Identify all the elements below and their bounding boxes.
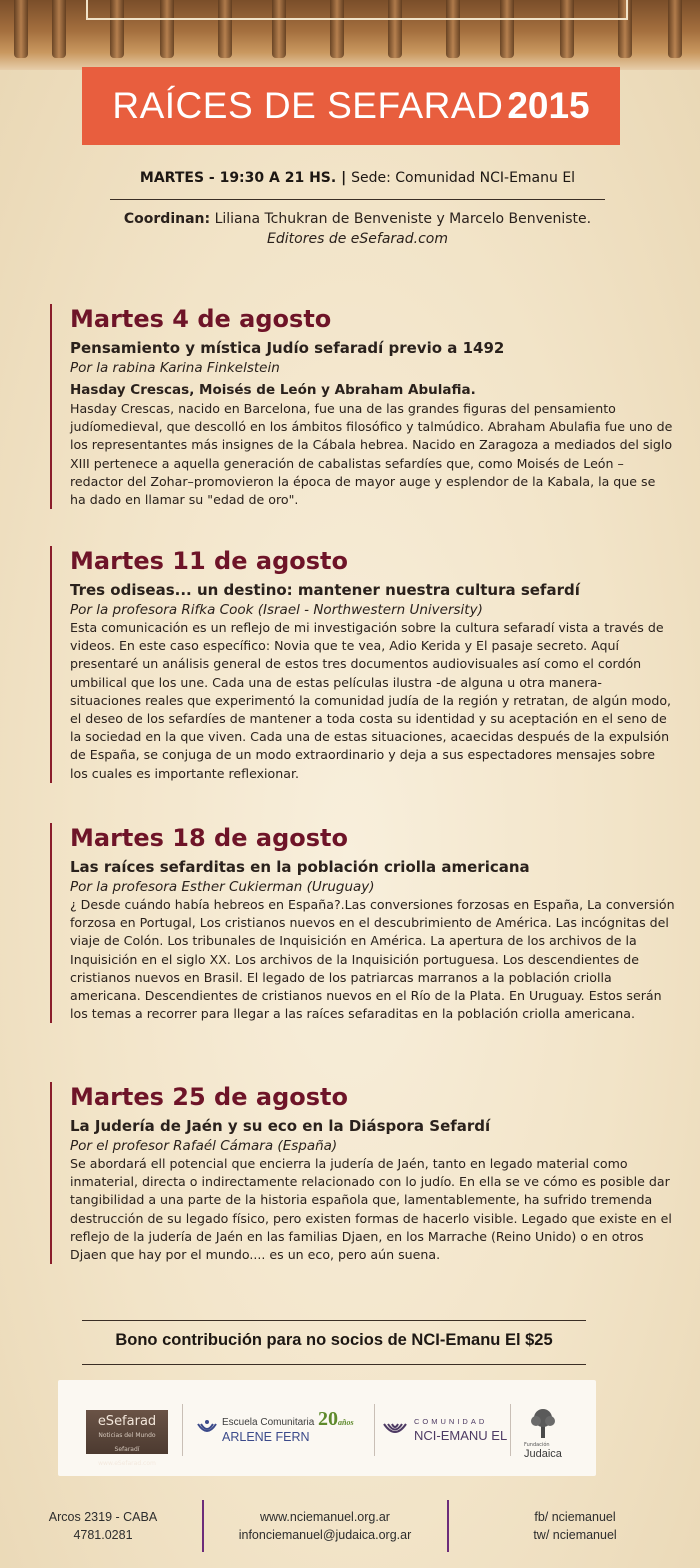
divider xyxy=(110,199,605,200)
divider xyxy=(82,1320,586,1321)
title-year: 2015 xyxy=(507,85,590,126)
escuela-line1: Escuela Comunitaria xyxy=(222,1417,315,1428)
session-description: Hasday Crescas, nacido en Barcelona, fue una de las grandes figuras del pensamiento judíomedieval, que descolló en los ámbitos filosófico y talmúdico. Abraham Abulafia fue uno de los representantes más insignes de la Cábala hebrea. Nacido en Zaragoza a mediados del siglo XIII pertenece a aquella generación de cabalistas sefardíes que, como Moisés de León –redactor del Zohar–promovieron la época de mayor auge y esplendor de la Kabala, la que se ha dado en llamar su "edad de oro". xyxy=(70,401,673,508)
esefarad-url: www.eSefarad.com xyxy=(98,1460,156,1467)
page-title xyxy=(82,67,620,145)
editors-line: Editores de eSefarad.com xyxy=(267,231,448,247)
nci-line2: NCI-EMANU EL xyxy=(414,1428,508,1443)
session-date: Martes 4 de agosto xyxy=(70,305,332,333)
session-speaker: Por la rabina Karina Finkelstein xyxy=(70,360,280,376)
schedule-text: MARTES - 19:30 A 21 HS. | xyxy=(139,170,347,186)
email-link[interactable]: infonciemanuel@judaica.org.ar xyxy=(238,1528,412,1542)
footer-social xyxy=(490,1508,660,1544)
divider xyxy=(510,1404,511,1456)
session-title: La Judería de Jaén y su eco en la Diáspora Sefardí xyxy=(70,1117,491,1135)
session-1 xyxy=(50,304,675,509)
divider xyxy=(182,1404,183,1456)
session-3 xyxy=(50,823,675,1023)
coordinators-block xyxy=(95,209,620,249)
website-link[interactable]: www.nciemanuel.org.ar xyxy=(260,1510,390,1524)
address-text: Arcos 2319 - CABA xyxy=(48,1510,158,1524)
escuela-emblem-icon xyxy=(196,1418,218,1440)
coordinators-names: Liliana Tchukran de Benveniste y Marcelo Benveniste. xyxy=(214,211,592,227)
nci-line1: COMUNIDAD xyxy=(414,1417,488,1426)
escuela-line2: ARLENE FERN xyxy=(222,1430,310,1444)
judaica-line2: Judaica xyxy=(524,1448,562,1460)
divider xyxy=(374,1404,375,1456)
session-4 xyxy=(50,1082,675,1264)
judaica-line1: Fundación xyxy=(524,1442,550,1448)
session-speaker: Por la profesora Esther Cukierman (Uruguay) xyxy=(70,879,375,895)
footer-address xyxy=(18,1508,188,1544)
schedule-line xyxy=(110,170,605,186)
twitter-link[interactable]: tw/ nciemanuel xyxy=(533,1528,617,1542)
tree-icon xyxy=(526,1406,560,1440)
esefarad-tagline: Noticias del Mundo Sefaradí xyxy=(98,1432,156,1453)
divider xyxy=(82,1364,586,1365)
coordinators-label: Coordinan: xyxy=(123,211,211,227)
session-subtitle: Hasday Crescas, Moisés de León y Abraham Abulafia. xyxy=(70,382,476,398)
session-description: Se abordará ell potencial que encierra la judería de Jaén, tanto en legado material como inmaterial, directa o indirectamente relacionado con lo judío. En ella se ve cómo es posible dar tangibilidad a una parte de la historia española que, lamentablemente, ha sufrido tremenda destrucción de su legado físico, pero existen formas de hacerlo visible. Legado que existe en el reflejo de la judería de Jaén en las familias Djaen, en los Marrache (Reino Unido) o en otros Djaen que hay por el mundo.... es un eco, pero aún suena. xyxy=(70,1156,672,1263)
session-description: Esta comunicación es un reflejo de mi investigación sobre la cultura sefaradí vista a través de videos. En este caso específico: Novia que te vea, Adio Kerida y El pasaje secreto. Aquí presentaré un análisis general de estos tres documentos audiovisuales así como el cordón umbilical que los une. Cada una de estas películas ilustra -de alguna u otra manera- situaciones reales que experimentó la comunidad judía de la región y retratan, de algún modo, el deseo de los sefardíes de mantener a toda costa su identidad y su aceptación en el seno de la sociedad en la que viven. Cada una de estas situaciones, acaecidas después de la expulsión de España, se conjuga de un modo extraordinario y deja a sus espectadores mensajes sobre los cuales es importante reflexionar. xyxy=(70,620,672,781)
divider xyxy=(202,1500,204,1552)
session-title: Tres odiseas... un destino: mantener nuestra cultura sefardí xyxy=(70,581,580,599)
nci-emanu-el-logo[interactable] xyxy=(382,1414,522,1450)
session-description: ¿ Desde cuándo había hebreos en España?.Las conversiones forzosas en España, La conversión forzosa en Portugal, Los cristianos nuevos en el descubrimiento de América. Las incógnitas del viaje de Colón. Los tribunales de Inquisición en América. La apertura de los archivos de la Inquisición en el siglo XX. Los archivos de la Inquisición portuguesa. Los descendientes de cristianos nuevos en Brasil. El legado de los patriarcas marranos a la población criolla americana. Descendientes de cristianos nuevos en el Río de la Plata. En Uruguay. Estos serán los temas a recorrer para llegar a las raíces sefaraditas en la población criolla americana. xyxy=(70,897,675,1022)
sponsor-logos xyxy=(58,1380,596,1476)
session-date: Martes 18 de agosto xyxy=(70,824,348,852)
escuela-arlene-fern-logo[interactable] xyxy=(196,1408,366,1450)
nci-emblem-icon xyxy=(382,1418,408,1440)
esefarad-logo[interactable] xyxy=(86,1410,168,1467)
facebook-link[interactable]: fb/ nciemanuel xyxy=(534,1510,616,1524)
phone-text: 4781.0281 xyxy=(73,1528,133,1542)
esefarad-name: eSefarad xyxy=(97,1414,157,1429)
header-architecture-image xyxy=(0,0,700,70)
fundacion-judaica-logo[interactable] xyxy=(518,1406,570,1462)
footer-contact xyxy=(212,1508,438,1544)
session-title: Pensamiento y mística Judío sefaradí previo a 1492 xyxy=(70,339,505,357)
session-date: Martes 11 de agosto xyxy=(70,547,348,575)
venue-text: Sede: Comunidad NCI-Emanu El xyxy=(351,170,576,186)
session-speaker: Por la profesora Rifka Cook (Israel - Northwestern University) xyxy=(70,602,483,618)
session-speaker: Por el profesor Rafaél Cámara (España) xyxy=(70,1138,338,1154)
session-date: Martes 25 de agosto xyxy=(70,1083,348,1111)
session-title: Las raíces sefarditas en la población criolla americana xyxy=(70,858,530,876)
bono-contribution: Bono contribución para no socios de NCI-Emanu El $25 xyxy=(115,1331,553,1349)
anniversary-badge: 20años xyxy=(318,1408,354,1430)
session-2 xyxy=(50,546,675,783)
title-main: RAÍCES DE SEFARAD xyxy=(112,85,504,126)
divider xyxy=(447,1500,449,1552)
